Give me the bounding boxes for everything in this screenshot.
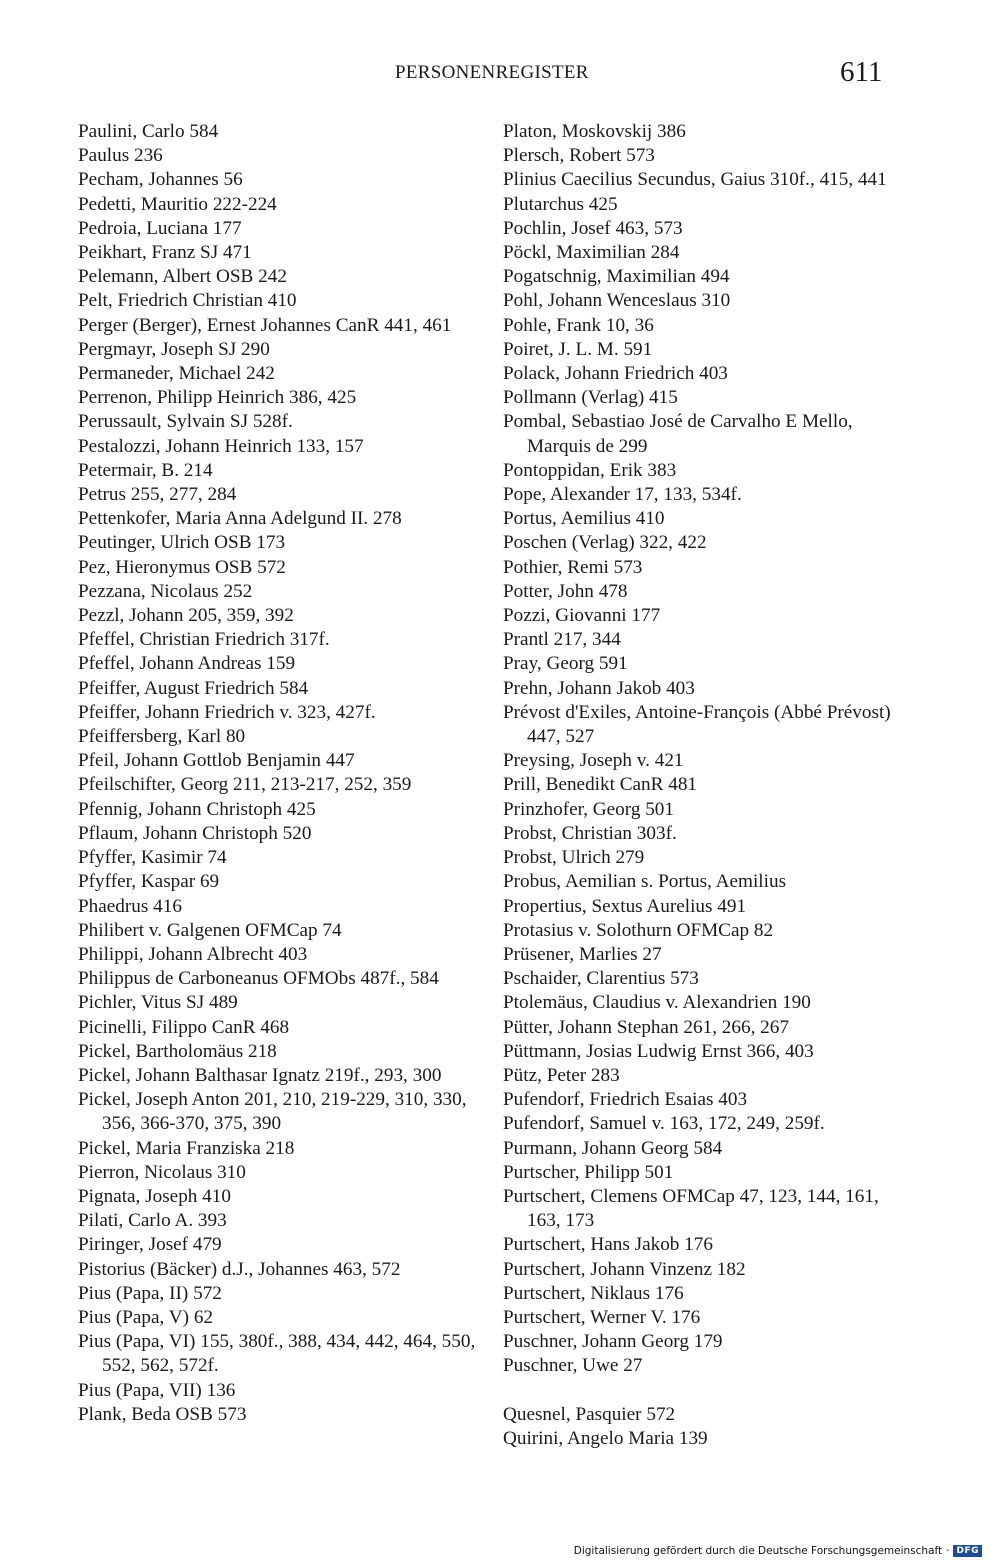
index-entry: Prill, Benedikt CanR 481 xyxy=(503,774,698,796)
index-entry: Pschaider, Clarentius 573 xyxy=(503,968,699,990)
index-entry: Pichler, Vitus SJ 489 xyxy=(78,992,238,1014)
index-entry: Prévost d'Exiles, Antoine-François (Abbé Prévost) 447, 527 xyxy=(503,701,896,748)
index-entry: Probst, Ulrich 279 xyxy=(503,847,645,869)
index-entry: Pickel, Maria Franziska 218 xyxy=(78,1137,295,1159)
index-column-left xyxy=(78,120,481,1427)
index-entry: Pignata, Joseph 410 xyxy=(78,1185,231,1207)
index-entry: Püttmann, Josias Ludwig Ernst 366, 403 xyxy=(503,1040,814,1062)
index-entry: Potter, John 478 xyxy=(503,580,628,602)
running-title: PERSONENREGISTER xyxy=(395,62,589,83)
index-entry: Propertius, Sextus Aurelius 491 xyxy=(503,895,747,917)
dfg-logo: DFG xyxy=(953,1545,982,1557)
index-entry: Pistorius (Bäcker) d.J., Johannes 463, 572 xyxy=(78,1258,401,1280)
index-entry: Pilati, Carlo A. 393 xyxy=(78,1210,227,1232)
index-entry: Pfyffer, Kaspar 69 xyxy=(78,871,220,893)
index-entry: Paulini, Carlo 584 xyxy=(78,121,219,142)
index-entry: Pope, Alexander 17, 133, 534f. xyxy=(503,484,742,506)
index-entry: Peikhart, Franz SJ 471 xyxy=(78,242,252,264)
index-entry: Picinelli, Filippo CanR 468 xyxy=(78,1016,290,1038)
index-entry: Portus, Aemilius 410 xyxy=(503,508,665,530)
index-entry: Philibert v. Galgenen OFMCap 74 xyxy=(78,919,342,941)
index-entry: Prantl 217, 344 xyxy=(503,629,621,651)
index-entry: Pelemann, Albert OSB 242 xyxy=(78,266,287,288)
index-entry: Peutinger, Ulrich OSB 173 xyxy=(78,532,286,554)
index-entry: Phaedrus 416 xyxy=(78,895,182,917)
index-entry: Perger (Berger), Ernest Johannes CanR 441, 461 xyxy=(78,314,452,336)
index-entry: Pfyffer, Kasimir 74 xyxy=(78,847,227,869)
index-entry: Pius (Papa, VII) 136 xyxy=(78,1379,236,1401)
index-entry: Pflaum, Johann Christoph 520 xyxy=(78,822,312,844)
index-entry: Pochlin, Josef 463, 573 xyxy=(503,217,683,239)
index-entry: Pombal, Sebastiao José de Carvalho E Mello, Marquis de 299 xyxy=(503,411,858,457)
page-header xyxy=(0,56,1000,96)
index-entry: Purmann, Johann Georg 584 xyxy=(503,1137,723,1159)
index-entry: Pfeiffersberg, Karl 80 xyxy=(78,726,246,748)
index-entry: Pettenkofer, Maria Anna Adelgund II. 278 xyxy=(78,508,402,530)
index-entry: Quesnel, Pasquier 572 xyxy=(503,1403,676,1425)
index-entry: Puschner, Uwe 27 xyxy=(503,1355,643,1377)
index-entry: Pufendorf, Friedrich Esaias 403 xyxy=(503,1089,748,1111)
index-entry: Pickel, Johann Balthasar Ignatz 219f., 293, 300 xyxy=(78,1064,442,1086)
index-entry: Plinius Caecilius Secundus, Gaius 310f., 415, 441 xyxy=(503,169,887,191)
digitization-footer: Digitalisierung gefördert durch die Deutsche Forschungsgemeinschaft · DFG xyxy=(574,1545,982,1557)
index-entry: Pierron, Nicolaus 310 xyxy=(78,1161,246,1183)
index-entry: Prinzhofer, Georg 501 xyxy=(503,798,674,820)
index-entry: Probus, Aemilian s. Portus, Aemilius xyxy=(503,871,787,893)
index-entry: Pergmayr, Joseph SJ 290 xyxy=(78,338,270,360)
index-entry: Pohl, Johann Wenceslaus 310 xyxy=(503,290,731,312)
index-entry: Pollmann (Verlag) 415 xyxy=(503,387,678,409)
index-entry: Puschner, Johann Georg 179 xyxy=(503,1331,723,1353)
index-entry: Purtschert, Hans Jakob 176 xyxy=(503,1234,713,1256)
index-entry: Pius (Papa, V) 62 xyxy=(78,1306,214,1328)
index-entry: Protasius v. Solothurn OFMCap 82 xyxy=(503,919,774,941)
index-entry: Pez, Hieronymus OSB 572 xyxy=(78,556,286,578)
index-entry: Pedroia, Luciana 177 xyxy=(78,217,242,239)
index-entry: Pickel, Bartholomäus 218 xyxy=(78,1040,277,1062)
index-entry: Poiret, J. L. M. 591 xyxy=(503,338,653,360)
index-entry: Piringer, Josef 479 xyxy=(78,1234,222,1256)
index-entry: Quirini, Angelo Maria 139 xyxy=(503,1427,708,1449)
index-entry: Purtschert, Clemens OFMCap 47, 123, 144, 161, 163, 173 xyxy=(503,1185,884,1232)
index-entry: Plank, Beda OSB 573 xyxy=(78,1403,247,1425)
index-entry: Pestalozzi, Johann Heinrich 133, 157 xyxy=(78,435,364,457)
index-entry: Plutarchus 425 xyxy=(503,193,618,215)
index-entry: Pius (Papa, VI) 155, 380f., 388, 434, 442, 464, 550, 552, 562, 572f. xyxy=(78,1331,481,1377)
index-entry: Philippi, Johann Albrecht 403 xyxy=(78,943,308,965)
index-entry: Plersch, Robert 573 xyxy=(503,145,655,167)
index-entry: Pius (Papa, II) 572 xyxy=(78,1282,222,1304)
index-entry: Pfennig, Johann Christoph 425 xyxy=(78,798,316,820)
index-entry: Pfeiffer, Johann Friedrich v. 323, 427f. xyxy=(78,701,376,723)
index-entry: Philippus de Carboneanus OFMObs 487f., 584 xyxy=(78,968,439,990)
index-column-right xyxy=(503,120,903,1451)
index-entry: Pedetti, Mauritio 222-224 xyxy=(78,193,277,215)
index-entry: Paulus 236 xyxy=(78,145,163,167)
index-entry: Poschen (Verlag) 322, 422 xyxy=(503,532,707,554)
page-number: 611 xyxy=(840,56,883,88)
index-entry: Pohle, Frank 10, 36 xyxy=(503,314,654,336)
index-entry: Purtschert, Werner V. 176 xyxy=(503,1306,701,1328)
index-entry: Pecham, Johannes 56 xyxy=(78,169,243,191)
index-entry: Petermair, B. 214 xyxy=(78,459,213,481)
index-entry: Pelt, Friedrich Christian 410 xyxy=(78,290,297,312)
index-entry: Pütter, Johann Stephan 261, 266, 267 xyxy=(503,1016,789,1038)
index-entry: Pfeilschifter, Georg 211, 213-217, 252, 359 xyxy=(78,774,412,796)
index-entry: Pogatschnig, Maximilian 494 xyxy=(503,266,730,288)
index-entry: Purtschert, Johann Vinzenz 182 xyxy=(503,1258,746,1280)
index-entry: Pickel, Joseph Anton 201, 210, 219-229, 310, 330, 356, 366-370, 375, 390 xyxy=(78,1089,472,1135)
index-entry: Pezzana, Nicolaus 252 xyxy=(78,580,253,602)
index-entry: Pontoppidan, Erik 383 xyxy=(503,459,677,481)
index-entry: Pray, Georg 591 xyxy=(503,653,628,675)
index-entry: Petrus 255, 277, 284 xyxy=(78,484,237,506)
index-entry: Pfeffel, Johann Andreas 159 xyxy=(78,653,296,675)
index-entry: Pfeil, Johann Gottlob Benjamin 447 xyxy=(78,750,355,772)
index-entry: Permaneder, Michael 242 xyxy=(78,363,275,385)
index-entry: Perussault, Sylvain SJ 528f. xyxy=(78,411,293,433)
footer-credit: Digitalisierung gefördert durch die Deutsche Forschungsgemeinschaft xyxy=(573,1545,943,1557)
index-entry: Purtscher, Philipp 501 xyxy=(503,1161,674,1183)
index-entry: Pfeiffer, August Friedrich 584 xyxy=(78,677,309,699)
index-entry: Pezzl, Johann 205, 359, 392 xyxy=(78,605,294,627)
index-entry: Probst, Christian 303f. xyxy=(503,822,677,844)
index-entry: Prüsener, Marlies 27 xyxy=(503,943,662,965)
index-entry: Pfeffel, Christian Friedrich 317f. xyxy=(78,629,330,651)
index-entry: Pozzi, Giovanni 177 xyxy=(503,605,661,627)
index-entry: Prehn, Johann Jakob 403 xyxy=(503,677,695,699)
index-entry: Pufendorf, Samuel v. 163, 172, 249, 259f. xyxy=(503,1113,825,1135)
index-entry: Platon, Moskovskij 386 xyxy=(503,121,686,142)
index-entry: Perrenon, Philipp Heinrich 386, 425 xyxy=(78,387,357,409)
index-entry: Polack, Johann Friedrich 403 xyxy=(503,363,728,385)
index-entry: Pothier, Remi 573 xyxy=(503,556,643,578)
index-entry: Pöckl, Maximilian 284 xyxy=(503,242,680,264)
index-entry: Pütz, Peter 283 xyxy=(503,1064,620,1086)
index-entry: Preysing, Joseph v. 421 xyxy=(503,750,684,772)
index-entry: Ptolemäus, Claudius v. Alexandrien 190 xyxy=(503,992,811,1014)
index-entry: Purtschert, Niklaus 176 xyxy=(503,1282,684,1304)
